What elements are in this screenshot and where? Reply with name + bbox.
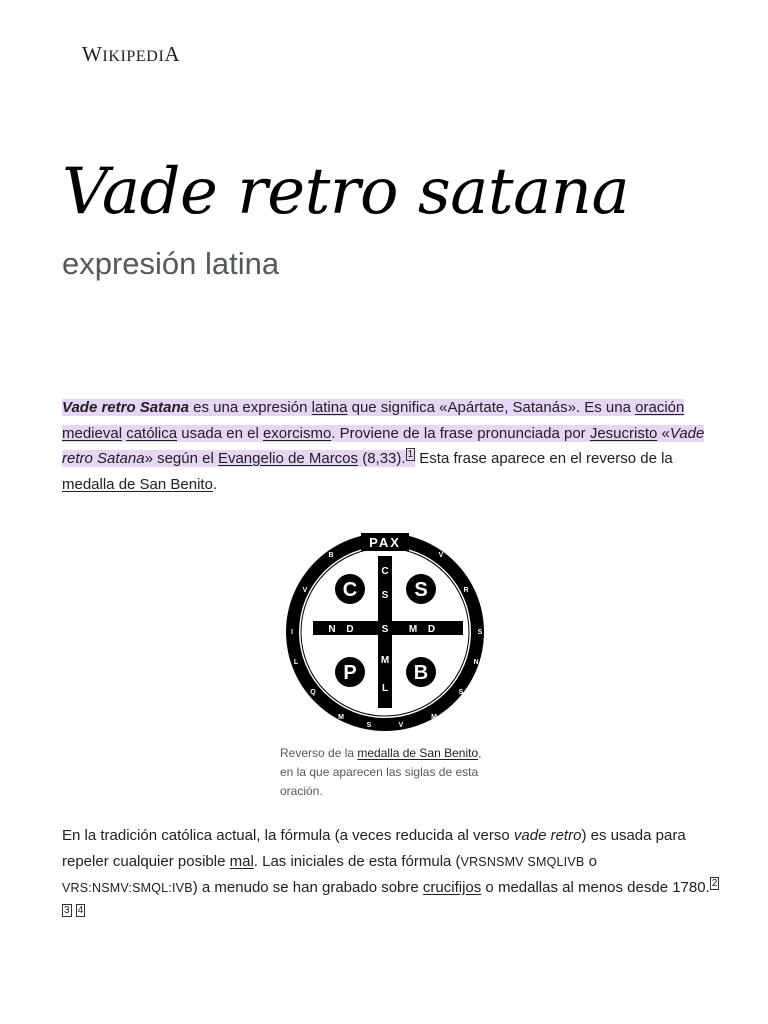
quadrant-p: P: [343, 662, 357, 684]
ring-left-4: L: [293, 659, 299, 666]
text: (8,33).: [358, 450, 406, 467]
text: En la tradición católica actual, la fórmula (a veces reducida al verso: [62, 827, 514, 844]
reference-3[interactable]: [62, 904, 72, 917]
cross-vertical-1: C: [381, 566, 389, 577]
logo-initial: W: [82, 42, 103, 66]
ring-right-3: S: [477, 629, 483, 636]
text: ) es usada para repeler cualquier posible: [62, 827, 686, 870]
ring-left-2: V: [302, 587, 308, 594]
medal-image[interactable]: [280, 530, 490, 740]
saint-benedict-medal[interactable]: [283, 530, 487, 734]
text: «: [657, 424, 670, 442]
caption-link-medalla[interactable]: medalla de San Benito: [357, 746, 479, 760]
ring-left-1: B: [328, 552, 334, 559]
ring-right-4: N: [473, 659, 479, 666]
figure: [280, 530, 490, 801]
text: que significa «Apártate, Satanás». Es una: [347, 399, 636, 416]
intro-paragraph: [62, 395, 722, 497]
caption-text: , en la que aparecen las siglas de esta oración.: [280, 746, 482, 798]
tradition-paragraph: [62, 823, 722, 927]
text: .: [212, 475, 218, 493]
italic-quote: Vade retro Satana: [62, 424, 705, 467]
ring-right-2: R: [463, 587, 469, 594]
bold-term: Vade retro Satana: [62, 399, 189, 416]
reference-1[interactable]: [406, 448, 416, 461]
link-crucifijos[interactable]: crucifijos: [422, 879, 482, 896]
medal-top-text: PAX: [369, 535, 401, 550]
text: Esta frase aparece en el reverso de la: [415, 450, 673, 467]
ring-bottom-1: M: [338, 714, 344, 721]
link-jesucristo[interactable]: Jesucristo: [589, 424, 658, 442]
link-evangelio-marcos[interactable]: Evangelio de Marcos: [217, 450, 359, 467]
initials-1: VRSNSMV SMQLIVB: [460, 854, 585, 869]
text: usada en el: [177, 424, 263, 442]
reference-number[interactable]: 3: [64, 904, 70, 916]
text: » según el: [144, 450, 218, 467]
wikipedia-logo[interactable]: [82, 42, 180, 67]
cross-vertical-2: S: [381, 590, 389, 601]
cross-left: N D: [328, 624, 358, 635]
link-latina[interactable]: latina: [311, 399, 348, 416]
cross-right: M D: [408, 624, 440, 635]
logo-final: A: [164, 42, 181, 66]
logo-middle: IKIPEDI: [102, 48, 165, 65]
reference-number[interactable]: 4: [77, 904, 84, 916]
ring-right-1: V: [438, 552, 444, 559]
page-subtitle: expresión latina: [62, 246, 280, 281]
initials-2: VRS:NSMV:SMQL:IVB: [62, 881, 193, 895]
reference-4[interactable]: [76, 904, 86, 917]
figure-caption: [280, 744, 490, 801]
text: es una expresión: [189, 399, 312, 416]
ring-left-3: I: [291, 629, 293, 636]
link-catolica[interactable]: católica: [126, 424, 178, 442]
text: . Proviene de la frase pronunciada por: [331, 424, 590, 442]
link-mal[interactable]: mal: [229, 852, 254, 870]
link-medieval[interactable]: medieval: [62, 424, 123, 442]
ring-bottom-2: S: [366, 722, 372, 729]
cross-vertical-4: M: [380, 655, 390, 666]
quadrant-s: S: [414, 579, 428, 601]
link-oracion[interactable]: oración: [635, 399, 685, 416]
cross-center: S: [381, 624, 389, 635]
ring-left-5: Q: [310, 689, 316, 696]
cross-vertical-5: L: [381, 683, 389, 694]
reference-2[interactable]: [710, 877, 720, 890]
quadrant-b: B: [413, 662, 429, 684]
reference-number[interactable]: 1: [407, 449, 414, 460]
quadrant-c: C: [342, 579, 358, 601]
reference-number[interactable]: 2: [711, 878, 718, 889]
text: o: [584, 852, 597, 870]
link-exorcismo[interactable]: exorcismo: [262, 424, 332, 442]
page-title: Vade retro satana: [62, 155, 630, 229]
ring-bottom-3: V: [398, 722, 404, 729]
link-medalla-san-benito[interactable]: medalla de San Benito: [62, 475, 213, 493]
text: . Las iniciales de esta fórmula (: [253, 852, 461, 870]
ring-bottom-4: M: [431, 714, 437, 721]
text: o medallas al menos desde 1780.: [481, 879, 710, 896]
caption-text: Reverso de la: [280, 746, 358, 760]
italic-verse: vade retro: [513, 827, 582, 844]
text: ) a menudo se han grabado sobre: [192, 879, 423, 896]
ring-right-5: S: [458, 689, 464, 696]
